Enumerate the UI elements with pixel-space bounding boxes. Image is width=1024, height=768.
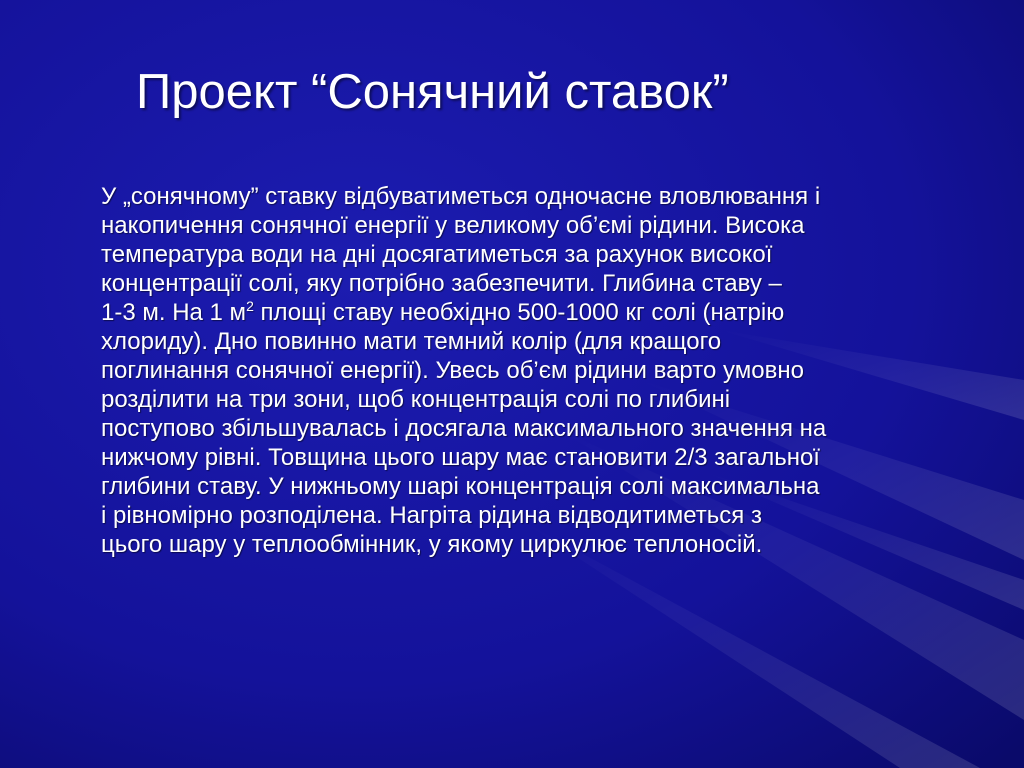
slide-body bbox=[90, 182, 970, 559]
text-line: У „сонячному” ставку відбуватиметься одночасне вловлювання і bbox=[101, 183, 821, 210]
text-line: нижчому рівні. Товщина цього шару має становити 2/3 загальної bbox=[101, 444, 820, 471]
paragraph-2 bbox=[90, 298, 970, 559]
text-line: глибини ставу. У нижньому шарі концентрація солі максимальна bbox=[101, 473, 820, 500]
text-line: розділити на три зони, щоб концентрація солі по глибині bbox=[101, 386, 731, 413]
paragraph-1 bbox=[90, 182, 970, 298]
text-fragment: 1-3 м. На 1 м bbox=[101, 299, 247, 326]
text-line bbox=[90, 298, 970, 327]
superscript: 2 bbox=[246, 298, 254, 314]
text-line: цього шару у теплообмінник, у якому циркулює теплоносій. bbox=[101, 531, 763, 558]
text-line: і рівномірно розподілена. Нагріта рідина відводитиметься з bbox=[101, 502, 762, 529]
slide-title: Проект “Сонячний ставок” bbox=[136, 65, 729, 119]
text-fragment: площі ставу необхідно 500-1000 кг солі (натрію bbox=[253, 299, 785, 326]
text-line: поглинання сонячної енергії). Увесь об’єм рідини варто умовно bbox=[101, 357, 804, 384]
text-line: поступово збільшувалась і досягала максимального значення на bbox=[101, 415, 827, 442]
text-line: накопичення сонячної енергії у великому об’ємі рідини. Висока bbox=[101, 212, 805, 239]
text-line: температура води на дні досягатиметься за рахунок високої bbox=[101, 241, 773, 268]
text-line: хлориду). Дно повинно мати темний колір (для кращого bbox=[101, 328, 722, 355]
text-line: концентрації солі, яку потрібно забезпечити. Глибина ставу – bbox=[101, 270, 782, 297]
